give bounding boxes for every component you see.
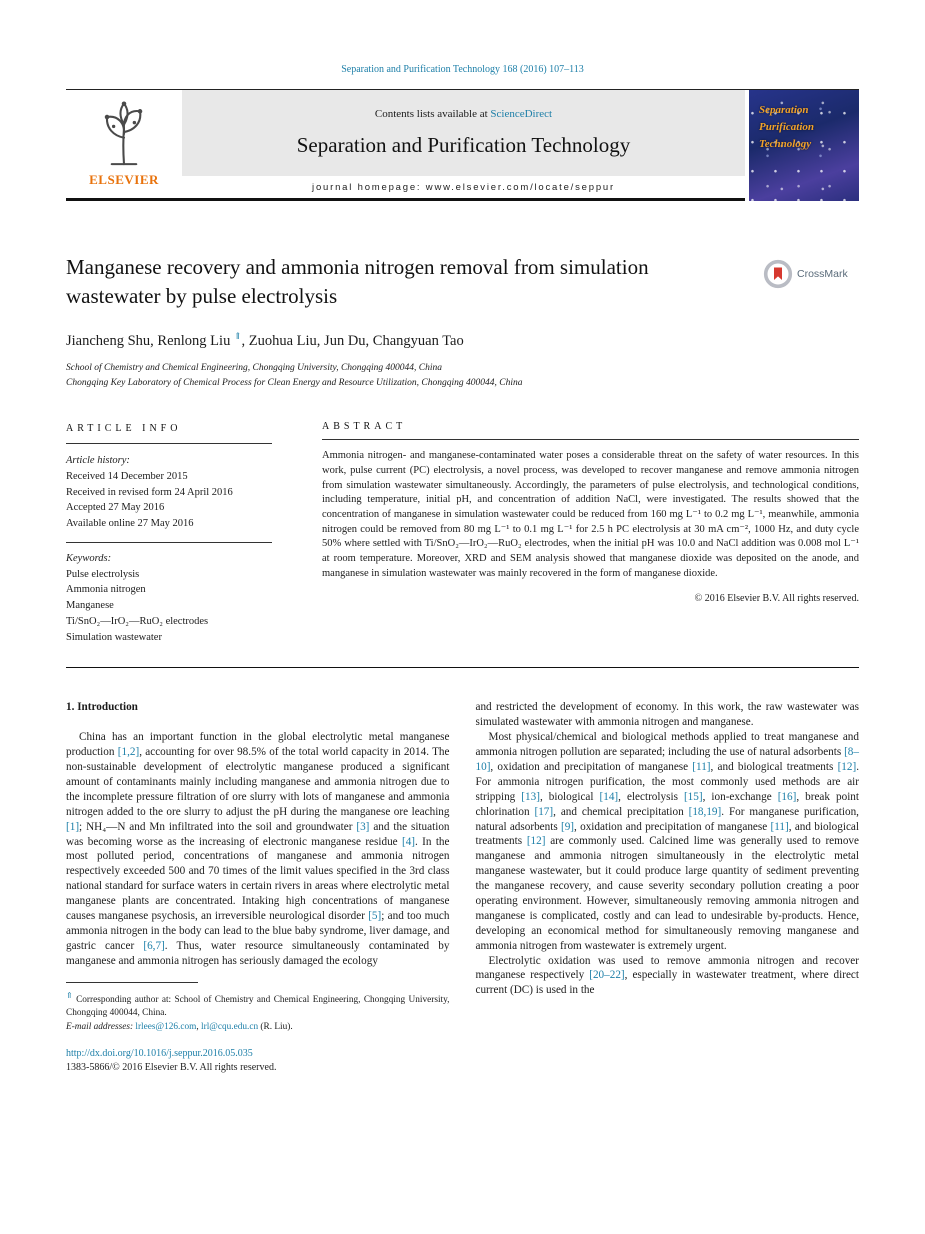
- email-label: E-mail addresses:: [66, 1021, 136, 1032]
- history-item: Available online 27 May 2016: [66, 518, 194, 530]
- journal-cover-thumbnail[interactable]: [749, 90, 859, 201]
- citation-ref[interactable]: [1]: [66, 820, 80, 833]
- authors-suffix: , Zuohua Liu, Jun Du, Changyuan Tao: [241, 332, 464, 349]
- corresponding-author-mark[interactable]: ⇑: [233, 330, 242, 341]
- masthead-journal-title: Separation and Purification Technology: [296, 133, 631, 157]
- sciencedirect-link[interactable]: ScienceDirect: [490, 108, 553, 120]
- body-paragraph: and restricted the development of economy. In this work, the raw wastewater was simulated wastewater with ammonia nitrogen and manganese.: [475, 701, 859, 729]
- email-line: [66, 1021, 450, 1034]
- email-separator: ,: [196, 1021, 202, 1032]
- cover-title-line: Technology: [759, 138, 812, 151]
- keyword-item: Ammonia nitrogen: [66, 584, 146, 596]
- keywords-label: Keywords:: [66, 552, 112, 564]
- masthead-gray-box: [182, 90, 745, 176]
- keyword-item: Pulse electrolysis: [66, 568, 140, 580]
- citation-ref[interactable]: [18,19]: [688, 805, 722, 818]
- citation-ref[interactable]: [15]: [683, 790, 703, 803]
- rule: [66, 542, 272, 543]
- article-info-column: [66, 421, 272, 645]
- email-link-1[interactable]: lrlees@126.com: [135, 1021, 197, 1032]
- crossmark-label: CrossMark: [797, 268, 848, 280]
- contents-prefix: Contents lists available at: [374, 108, 491, 120]
- body-column-right: [476, 700, 860, 1034]
- abstract-heading: ABSTRACT: [322, 421, 407, 433]
- citation-ref[interactable]: [3]: [356, 820, 370, 833]
- body-paragraph: Electrolytic oxidation was used to remove ammonia nitrogen and recover manganese respectively [20–22], especially in wastewater treatment, where direct current (DC) is used in the: [475, 954, 859, 997]
- authors-line: [66, 331, 859, 350]
- cover-title-line: Separation: [759, 104, 809, 116]
- affiliation-line: School of Chemistry and Chemical Engineering, Chongqing University, Chongqing 400044, China: [66, 362, 443, 373]
- article-info-heading: ARTICLE INFO: [66, 423, 182, 435]
- abstract-text: Ammonia nitrogen- and manganese-contaminated water poses a considerable threat on the safety of water resources. In this work, pulse current (PC) electrolysis, a novel process, was developed to recover manganese and remove ammonia nitrogen from simulation wastewater simultaneously. Accordingly, the parameters of pulse electrolysis, and technological conditions, including temperature, initial pH, and concentration of addition NaCl, were investigated. The results showed that the concentration of manganese in simulation wastewater could be reduced from 160 mg L⁻¹ to 0.2 mg L⁻¹, meanwhile, ammonia nitrogen could be removed from 80 mg L⁻¹ to 0.1 mg L⁻¹ for 2.5 h PC electrolysis at 30 mA cm⁻², 1000 Hz, and duty cycle 50% where settled with Ti/SnO₂—IrO₂—RuO₂ electrodes, when the initial pH was 10.0 and NaCl addition was 0.008 mol L⁻¹ at room temperature. Moreover, XRD and SEM analysis showed that manganese dioxide was deposited on the anode, and manganese in simulation wastewater was mainly recovered in the form of manganese dioxide.: [322, 450, 859, 579]
- elsevier-logo[interactable]: [66, 90, 182, 198]
- citation-ref[interactable]: [11]: [770, 820, 789, 833]
- footnote-text: Corresponding author at: School of Chemistry and Chemical Engineering, Chongqing University, Chongqing 400044, China.: [66, 994, 450, 1019]
- corresponding-author-footnote: [66, 990, 450, 1021]
- citation-ref[interactable]: [17]: [534, 805, 554, 818]
- email-suffix: (R. Liu).: [258, 1021, 293, 1032]
- body-columns: [66, 700, 859, 1034]
- citation-ref[interactable]: [8–10]: [475, 746, 859, 773]
- body-column-left: [66, 700, 450, 1034]
- elsevier-tree-icon: [91, 96, 157, 170]
- crossmark-icon: [763, 259, 793, 289]
- article-history-label: Article history:: [66, 455, 130, 467]
- citation-ref[interactable]: [14]: [599, 790, 619, 803]
- title-row: [66, 253, 859, 311]
- history-item: Received in revised form 24 April 2016: [66, 486, 233, 498]
- masthead-center: [182, 90, 745, 198]
- keyword-item: Simulation wastewater: [66, 631, 162, 643]
- affiliations: [66, 361, 859, 391]
- body-paragraph: Most physical/chemical and biological methods applied to treat manganese and ammonia nitrogen pollution are separated; including the use of natural adsorbents [8–10], oxidation and precipitation of manganese [11], and biological treatments [12]. For ammonia nitrogen purification, the most commonly used methods are air stripping [13], biological [14], electrolysis [15], ion-exchange [16], break point chlorination [17], and chemical precipitation [18,19]. For manganese purification, natural adsorbents [9], oxidation and precipitation of manganese [11], and biological treatments [12] are commonly used. Calcined lime was generally used to remove manganese and ammonia nitrogen simultaneously in the electrolytic metal manganese wastewater, but it could produce large quantity of sediment preventing the manganese recovery, and cause severity secondary pollution creating a poor operating environment. However, simultaneously removing ammonia nitrogen and manganese is complicated, costly and can lead to undesirable by-products. Hence, developing an economical method for simultaneously removing manganese and ammonia nitrogen from wastewater is extremely urgent.: [475, 731, 860, 952]
- citation-ref[interactable]: [12]: [837, 760, 857, 773]
- article-title: Manganese recovery and ammonia nitrogen removal from simulation wastewater by pulse electrolysis: [66, 255, 649, 308]
- crossmark-badge[interactable]: [763, 257, 859, 291]
- footnote-rule: [66, 982, 198, 983]
- masthead-main: [66, 90, 745, 201]
- journal-homepage-link[interactable]: journal homepage: www.elsevier.com/locate/seppur: [312, 182, 615, 193]
- history-item: Received 14 December 2015: [66, 470, 188, 482]
- issn-copyright: 1383-5866/© 2016 Elsevier B.V. All rights reserved.: [66, 1062, 277, 1074]
- masthead: [66, 89, 859, 201]
- citation-ref[interactable]: [20–22]: [589, 969, 625, 982]
- page: [66, 0, 859, 1073]
- citation-ref[interactable]: [16]: [777, 790, 797, 803]
- section-divider: [66, 667, 859, 668]
- citation-ref[interactable]: [12]: [526, 835, 546, 848]
- section-heading-introduction: 1. Introduction: [66, 701, 138, 714]
- elsevier-wordmark: ELSEVIER: [89, 172, 159, 187]
- abstract-column: [322, 421, 859, 645]
- cover-title-line: Purification: [759, 121, 815, 134]
- affiliation-line: Chongqing Key Laboratory of Chemical Process for Clean Energy and Resource Utilization, Chongqing 400044, China: [66, 377, 523, 388]
- citation-ref[interactable]: [6,7]: [143, 939, 165, 952]
- citation-ref[interactable]: [5]: [368, 909, 382, 922]
- footnote-mark: ⇑: [66, 990, 73, 1000]
- citation-ref[interactable]: [9]: [560, 820, 575, 833]
- intro-paragraph: China has an important function in the global electrolytic metal manganese production [1,2], accounting for over 98.5% of the total world capacity in 2014. The non-sustainable development of electrolytic manganese produced a significant amount of contaminants mainly including manganese and ammonia nitrogen due to the incomplete pressure filtration of ore slurry with lots of manganese and ammonia nitrogen added to the ore slurry to adjust the pH during the manganese ore leaching [1]; NH₄—N and Mn infiltrated into the soil and groundwater [3] and the situation was becoming worse as the increasing of electronic manganese residue [4]. In the most polluted period, concentrations of manganese and ammonia nitrogen respectively exceeded 500 and 70 times of the limit values specified in the 3rd class national standard for surface waters in certain rivers in areas where electrolytic metal manganese plants are concentrated. Intaking high concentrations of manganese causes manganese psychosis, an irreversible neurological disorder [5]; and too much ammonia nitrogen in the body can lead to the blue baby syndrome, liver damage, and gastric cancer [6,7]. Thus, water resource simultaneously contaminated by manganese and ammonia nitrogen has seriously damaged the ecology: [66, 731, 450, 967]
- history-item: Accepted 27 May 2016: [66, 502, 165, 514]
- keyword-item: Ti/SnO₂—IrO₂—RuO₂ electrodes: [66, 615, 209, 627]
- authors-prefix: Jiancheng Shu, Renlong Liu: [66, 332, 234, 349]
- rule: [322, 439, 859, 440]
- keyword-item: Manganese: [66, 600, 114, 612]
- journal-citation: Separation and Purification Technology 168 (2016) 107–113: [341, 64, 584, 75]
- doi-link[interactable]: http://dx.doi.org/10.1016/j.seppur.2016.05.035: [66, 1048, 253, 1060]
- info-abstract-section: [66, 421, 859, 645]
- contents-line: [375, 108, 552, 120]
- rule: [66, 443, 272, 444]
- citation-ref[interactable]: [13]: [521, 790, 540, 803]
- citation-ref[interactable]: [11]: [692, 760, 711, 773]
- copyright-line: © 2016 Elsevier B.V. All rights reserved.: [694, 593, 859, 605]
- footer: [66, 1048, 859, 1073]
- email-link-2[interactable]: lrl@cqu.edu.cn: [201, 1021, 259, 1032]
- citation-ref[interactable]: [1,2]: [117, 746, 140, 759]
- citation-ref[interactable]: [4]: [401, 835, 416, 848]
